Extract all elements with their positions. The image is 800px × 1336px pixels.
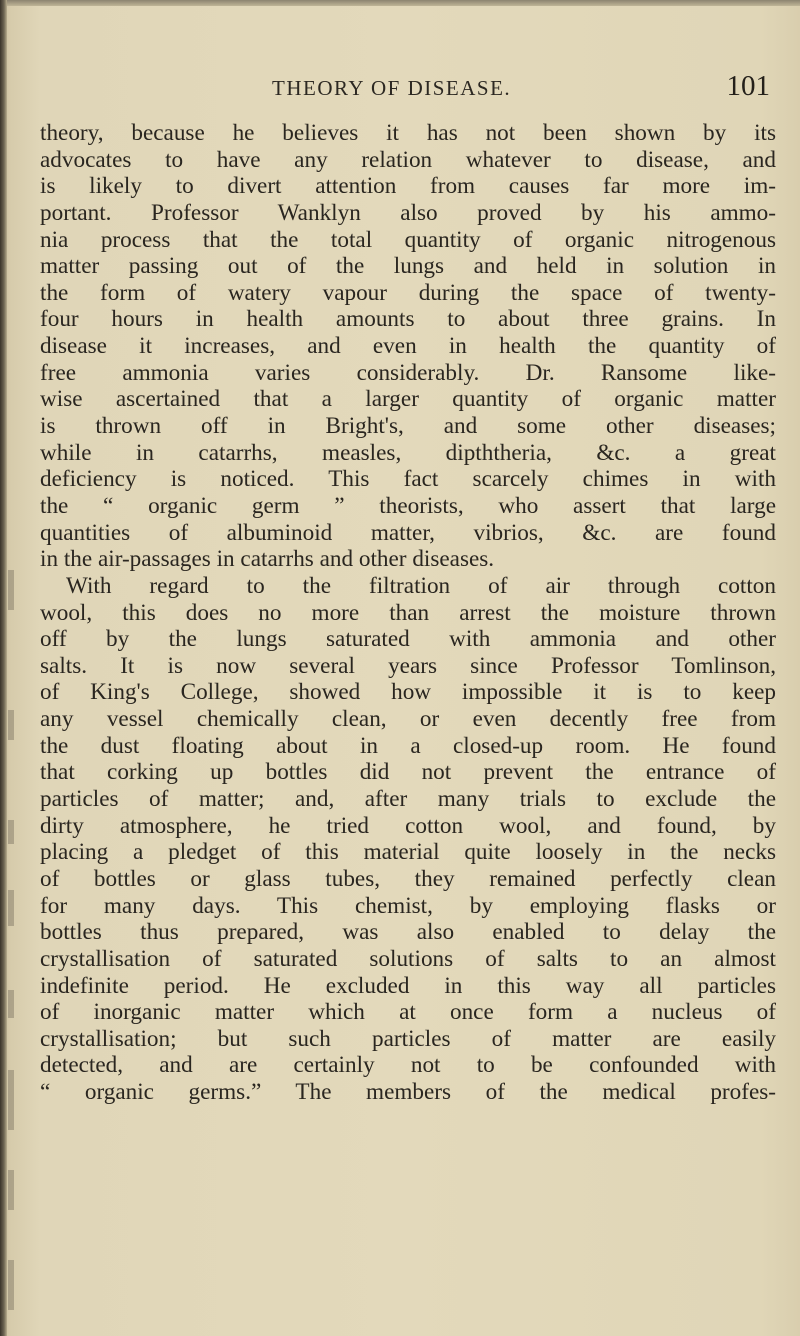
text-line: indefinite period. He excluded in this way all particles bbox=[40, 972, 776, 999]
text-line: is thrown off in Bright's, and some other diseases; bbox=[40, 413, 776, 440]
text-line: crystallisation of saturated solutions of salts to an almost bbox=[40, 945, 776, 972]
ink-mark bbox=[8, 990, 14, 1018]
text-line: of King's College, showed how impossible it is to keep bbox=[40, 679, 776, 706]
text-line: of inorganic matter which at once form a nucleus of bbox=[40, 999, 776, 1026]
text-line: quantities of albuminoid matter, vibrios, &c. are found bbox=[40, 519, 776, 546]
ink-mark bbox=[8, 890, 14, 926]
text-line: the dust floating about in a closed-up room. He found bbox=[40, 732, 776, 759]
text-line: “ organic germs.” The members of the medical profes- bbox=[40, 1079, 776, 1106]
ink-mark bbox=[8, 1260, 14, 1310]
text-line: that corking up bottles did not prevent the entrance of bbox=[40, 759, 776, 786]
text-line: the form of watery vapour during the space of twenty- bbox=[40, 279, 776, 306]
running-title: THEORY OF DISEASE. bbox=[272, 76, 512, 100]
text-line: of bottles or glass tubes, they remained perfectly clean bbox=[40, 865, 776, 892]
text-line: disease it increases, and even in health the quantity of bbox=[40, 333, 776, 360]
text-line: nia process that the total quantity of organic nitrogenous bbox=[40, 226, 776, 253]
text-line: for many days. This chemist, by employing flasks or bbox=[40, 892, 776, 919]
text-line: is likely to divert attention from causes far more im- bbox=[40, 173, 776, 200]
text-line: wise ascertained that a larger quantity of organic matter bbox=[40, 386, 776, 413]
text-line: wool, this does no more than arrest the moisture thrown bbox=[40, 599, 776, 626]
running-head bbox=[40, 70, 770, 106]
ink-mark bbox=[8, 570, 14, 610]
margin-ink-marks bbox=[8, 560, 30, 1320]
ink-mark bbox=[8, 820, 14, 844]
text-line: particles of matter; and, after many trials to exclude the bbox=[40, 786, 776, 813]
ink-mark bbox=[8, 1070, 14, 1130]
text-line: crystallisation; but such particles of matter are easily bbox=[40, 1025, 776, 1052]
text-line: theory, because he believes it has not been shown by its bbox=[40, 120, 776, 146]
text-line: the “ organic germ ” theorists, who assert that large bbox=[40, 492, 776, 519]
text-line: dirty atmosphere, he tried cotton wool, and found, by bbox=[40, 812, 776, 839]
page-number: 101 bbox=[726, 70, 770, 102]
text-line: while in catarrhs, measles, dipththeria, &c. a great bbox=[40, 439, 776, 466]
text-line: With regard to the filtration of air through cotton bbox=[66, 572, 776, 599]
text-line: portant. Professor Wanklyn also proved by his ammo- bbox=[40, 199, 776, 226]
text-line: detected, and are certainly not to be confounded with bbox=[40, 1052, 776, 1079]
ink-mark bbox=[8, 1170, 14, 1210]
body-text bbox=[40, 120, 776, 1106]
text-line: four hours in health amounts to about three grains. In bbox=[40, 306, 776, 333]
text-line: matter passing out of the lungs and held in solution in bbox=[40, 253, 776, 280]
text-line: bottles thus prepared, was also enabled to delay the bbox=[40, 919, 776, 946]
text-line: free ammonia varies considerably. Dr. Ransome like- bbox=[40, 359, 776, 386]
ink-mark bbox=[8, 710, 14, 740]
text-line: placing a pledget of this material quite loosely in the necks bbox=[40, 839, 776, 866]
text-line: salts. It is now several years since Professor Tomlinson, bbox=[40, 652, 776, 679]
text-line: deficiency is noticed. This fact scarcely chimes in with bbox=[40, 466, 776, 493]
page-binding-edge bbox=[0, 0, 7, 1336]
text-line: any vessel chemically clean, or even decently free from bbox=[40, 706, 776, 733]
text-line: in the air-passages in catarrhs and other diseases. bbox=[40, 546, 495, 573]
text-line: off by the lungs saturated with ammonia and other bbox=[40, 626, 776, 653]
page-top-edge bbox=[0, 0, 800, 6]
text-line: advocates to have any relation whatever to disease, and bbox=[40, 146, 776, 173]
